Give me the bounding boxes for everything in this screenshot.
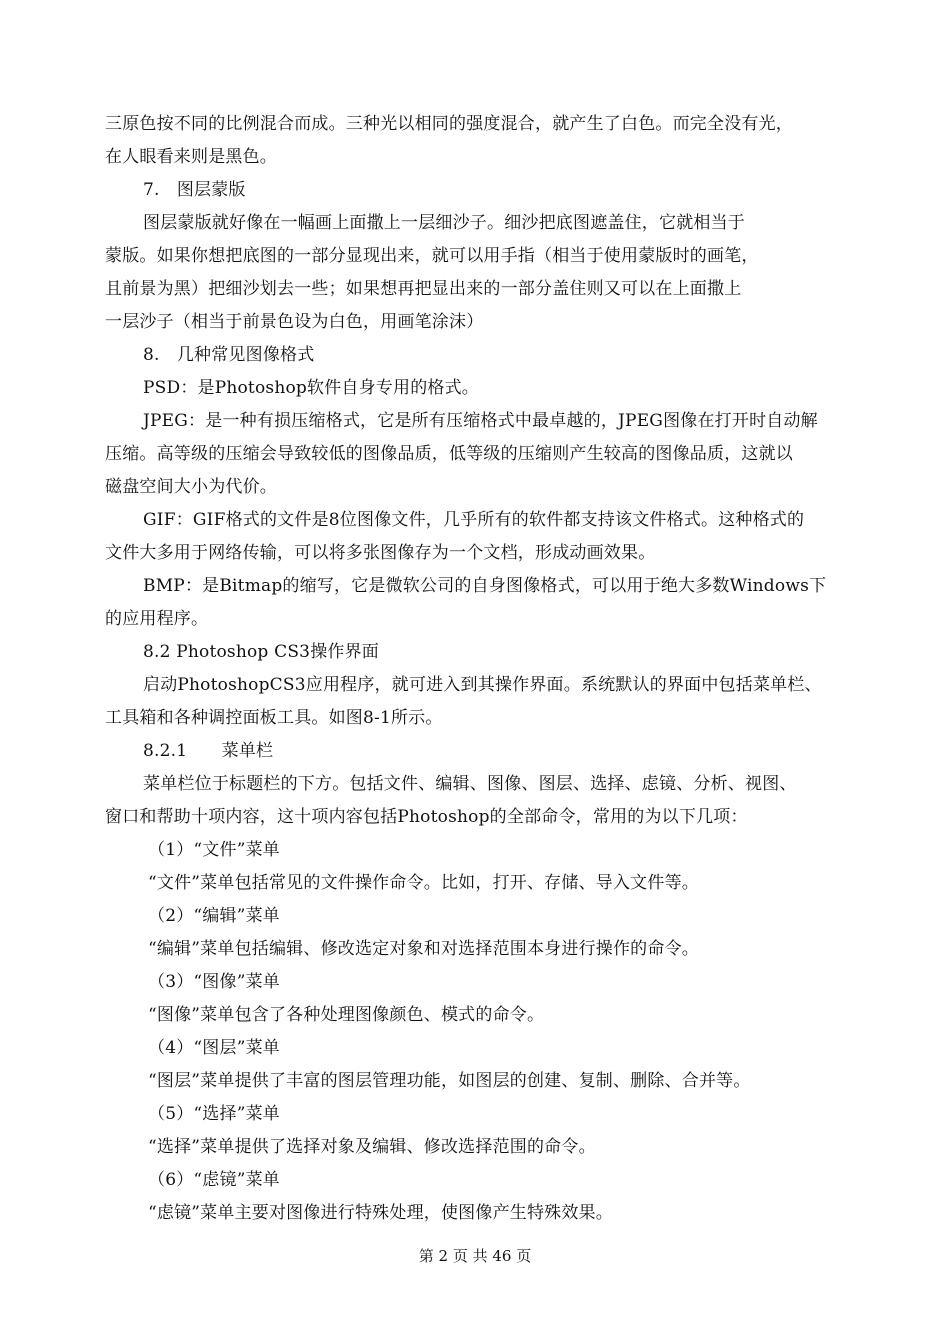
paragraph-line: 压缩。高等级的压缩会导致较低的图像品质，低等级的压缩则产生较高的图像品质，这就以 bbox=[105, 444, 793, 464]
paragraph-line: 且前景为黑）把细沙划去一些；如果想再把显出来的一部分盖住则又可以在上面撒上 bbox=[105, 279, 742, 299]
paragraph-line: 菜单栏位于标题栏的下方。包括文件、编辑、图像、图层、选择、虑镜、分析、视图、 bbox=[143, 774, 797, 794]
menu-heading: （1）“文件”菜单 bbox=[148, 840, 280, 860]
paragraph-line: 蒙版。如果你想把底图的一部分显现出来，就可以用手指（相当于使用蒙版时的画笔， bbox=[105, 246, 759, 266]
section-heading: 8.2 Photoshop CS3操作界面 bbox=[143, 642, 379, 662]
paragraph-line: JPEG：是一种有损压缩格式，它是所有压缩格式中最卓越的，JPEG图像在打开时自动解 bbox=[143, 411, 818, 431]
section-heading: 8. 几种常见图像格式 bbox=[143, 345, 315, 365]
paragraph-line: BMP：是Bitmap的缩写，它是微软公司的自身图像格式，可以用于绝大多数Windows下 bbox=[143, 576, 827, 596]
paragraph-line: 磁盘空间大小为代价。 bbox=[105, 477, 277, 497]
menu-heading: （4）“图层”菜单 bbox=[148, 1038, 280, 1058]
section-heading: 7. 图层蒙版 bbox=[143, 180, 246, 200]
paragraph-line: 图层蒙版就好像在一幅画上面撒上一层细沙子。细沙把底图遮盖住，它就相当于 bbox=[143, 213, 745, 233]
menu-heading: （3）“图像”菜单 bbox=[148, 972, 280, 992]
paragraph-line: 的应用程序。 bbox=[105, 609, 209, 629]
paragraph-line: 文件大多用于网络传输，可以将多张图像存为一个文档，形成动画效果。 bbox=[105, 543, 656, 563]
paragraph-line: “图像”菜单包含了各种处理图像颜色、模式的命令。 bbox=[148, 1005, 545, 1025]
paragraph-line: “虑镜”菜单主要对图像进行特殊处理，使图像产生特殊效果。 bbox=[148, 1203, 613, 1223]
paragraph-line: “编辑”菜单包括编辑、修改选定对象和对选择范围本身进行操作的命令。 bbox=[148, 939, 699, 959]
menu-heading: （2）“编辑”菜单 bbox=[148, 906, 280, 926]
paragraph-line: 三原色按不同的比例混合而成。三种光以相同的强度混合，就产生了白色。而完全没有光， bbox=[105, 114, 793, 134]
paragraph-line: GIF：GIF格式的文件是8位图像文件，几乎所有的软件都支持该文件格式。这种格式的 bbox=[143, 510, 805, 530]
menu-heading: （6）“虑镜”菜单 bbox=[148, 1170, 280, 1190]
paragraph-line: PSD：是Photoshop软件自身专用的格式。 bbox=[143, 378, 479, 398]
paragraph-line: 工具箱和各种调控面板工具。如图8-1所示。 bbox=[105, 708, 443, 728]
page-footer: 第 2 页 共 46 页 bbox=[418, 1247, 532, 1265]
paragraph-line: “文件”菜单包括常见的文件操作命令。比如，打开、存储、导入文件等。 bbox=[148, 873, 699, 893]
paragraph-line: “选择”菜单提供了选择对象及编辑、修改选择范围的命令。 bbox=[148, 1137, 596, 1157]
paragraph-line: 窗口和帮助十项内容，这十项内容包括Photoshop的全部命令，常用的为以下几项： bbox=[105, 807, 748, 827]
paragraph-line: 在人眼看来则是黑色。 bbox=[105, 147, 277, 167]
paragraph-line: 一层沙子（相当于前景色设为白色，用画笔涂沫） bbox=[105, 312, 484, 332]
paragraph-line: 启动PhotoshopCS3应用程序，就可进入到其操作界面。系统默认的界面中包括菜单栏、 bbox=[143, 675, 822, 695]
menu-heading: （5）“选择”菜单 bbox=[148, 1104, 280, 1124]
section-heading: 8.2.1 菜单栏 bbox=[143, 741, 274, 761]
paragraph-line: “图层”菜单提供了丰富的图层管理功能，如图层的创建、复制、删除、合并等。 bbox=[148, 1071, 751, 1091]
